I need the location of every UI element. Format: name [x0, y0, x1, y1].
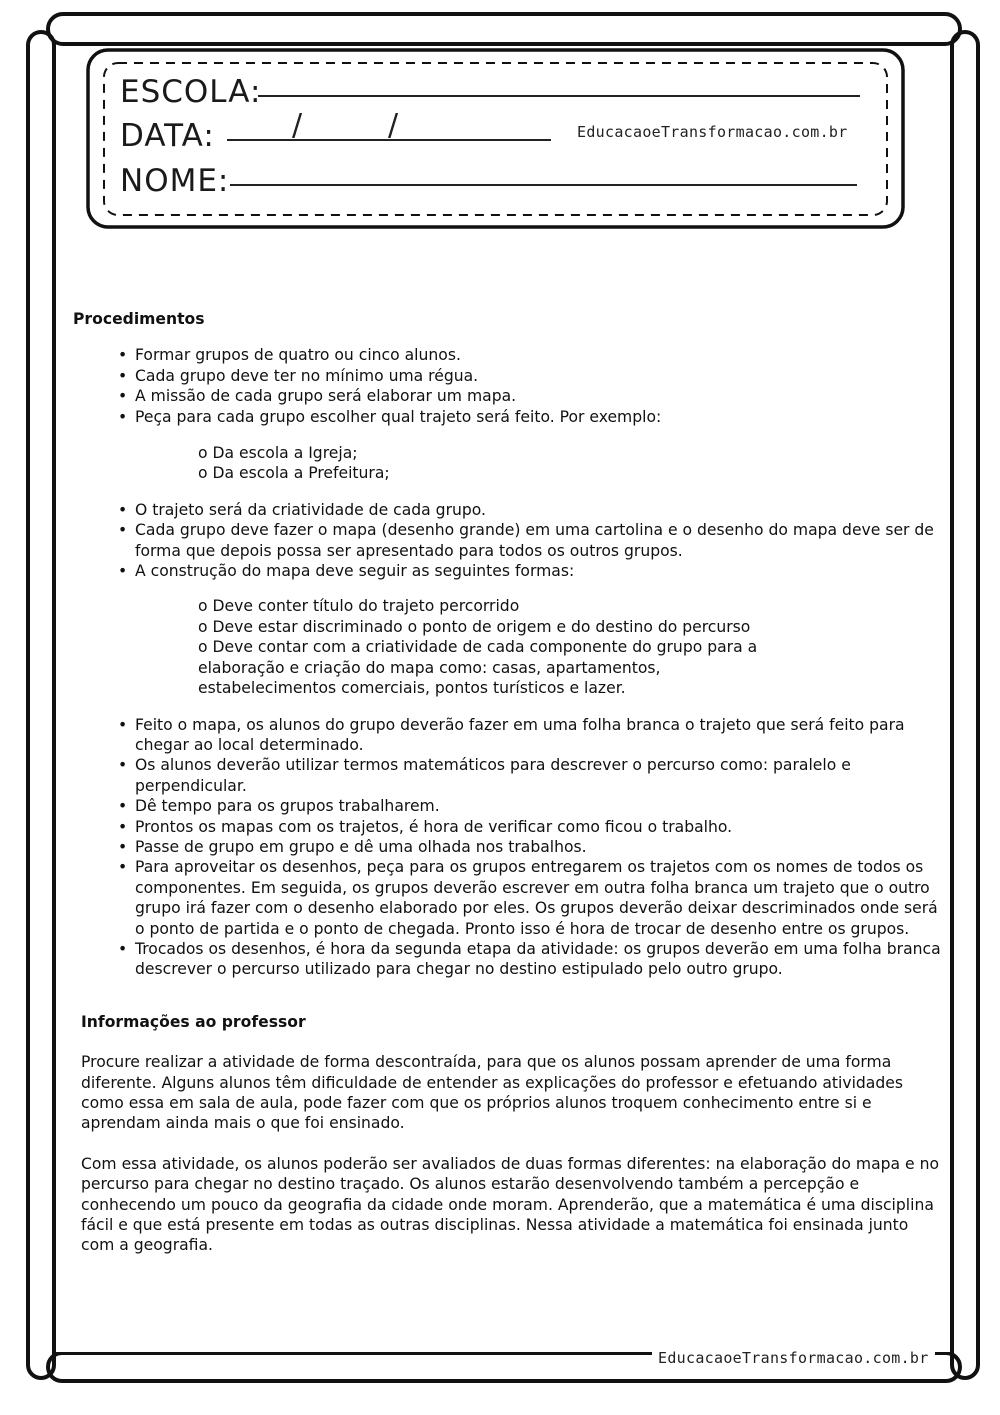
escola-field-line[interactable] — [258, 95, 860, 97]
escola-label: ESCOLA: — [120, 74, 262, 110]
informacoes-paragraph-2: Com essa atividade, os alunos poderão ser avaliados de duas formas diferentes: na elaboração do mapa e no percurso para chegar no destino traçado. Os alunos estarão desenvolvendo também a percepção e conhecendo um pouco da geografia da cidade onde moram. Aprenderão, que a matemática é uma disciplina fácil e que está presente em todas as outras disciplinas. Nessa atividade a matemática foi ensinada junto com a geografia. — [81, 1154, 940, 1255]
list-item: • Trocados os desenhos, é hora da segunda etapa da atividade: os grupos deverão em uma folha branca descrever o percurso utilizado para chegar no destino estipulado pelo outro grupo. — [73, 939, 943, 980]
sub-list-item: o Deve estar discriminado o ponto de origem e do destino do percurso — [198, 617, 751, 636]
data-label: DATA: — [120, 118, 215, 154]
list-item: • Passe de grupo em grupo e dê uma olhada nos trabalhos. — [73, 837, 943, 857]
list-item: • Cada grupo deve ter no mínimo uma régua. — [73, 366, 943, 386]
procedimentos-list-3 — [73, 715, 943, 980]
list-item: • Para aproveitar os desenhos, peça para os grupos entregarem os trajetos com os nomes de todos os componentes. Em seguida, os grupos deverão escrever em outra folha branca um trajeto que o outro grupo irá fazer com o desenho elaborado por eles. Os grupos deverão deixar descriminados onde será o ponto de partida e o ponto de chegada. Pronto isso é hora de trocar de desenho entre os grupos. — [73, 857, 943, 939]
list-item: • Formar grupos de quatro ou cinco alunos. — [73, 345, 943, 365]
informacoes-title: Informações ao professor — [81, 1012, 306, 1031]
list-item: • A construção do mapa deve seguir as seguintes formas: — [73, 561, 943, 581]
procedimentos-title: Procedimentos — [73, 310, 205, 328]
sub-list-item: o Da escola a Igreja; — [198, 444, 358, 463]
list-item: • Os alunos deverão utilizar termos matemáticos para descrever o percurso como: paralelo e perpendicular. — [73, 755, 943, 796]
procedimentos-list-2 — [73, 500, 943, 582]
nome-field-line[interactable] — [230, 184, 857, 186]
list-item: • Feito o mapa, os alunos do grupo deverão fazer em uma folha branca o trajeto que será feito para chegar ao local determinado. — [73, 715, 943, 756]
sub-list-item: o Deve contar com a criatividade de cada componente do grupo para a elaboração e criação do mapa como: casas, apartamentos, estabelecimentos comerciais, pontos turísticos e lazer. — [198, 638, 758, 698]
list-item: • Cada grupo deve fazer o mapa (desenho grande) em uma cartolina e o desenho do mapa deve ser de forma que depois possa ser apresentado para todos os outros grupos. — [73, 520, 943, 561]
site-watermark-bottom: EducacaoeTransformacao.com.br — [658, 1349, 929, 1367]
list-item: • Peça para cada grupo escolher qual trajeto será feito. Por exemplo: — [73, 407, 943, 427]
list-item: • Prontos os mapas com os trajetos, é hora de verificar como ficou o trabalho. — [73, 817, 943, 837]
date-slash-1: / — [292, 108, 303, 143]
list-item: • A missão de cada grupo será elaborar um mapa. — [73, 386, 943, 406]
main-content — [73, 309, 943, 1256]
site-watermark-top: EducacaoeTransformacao.com.br — [577, 123, 848, 141]
sub-list-item: o Deve conter título do trajeto percorrido — [198, 597, 520, 616]
sub-list-item: o Da escola a Prefeitura; — [198, 464, 390, 483]
list-item: • Dê tempo para os grupos trabalharem. — [73, 796, 943, 816]
map-requirements-sublist — [73, 596, 943, 698]
nome-label: NOME: — [120, 163, 230, 199]
informacoes-paragraph-1: Procure realizar a atividade de forma descontraída, para que os alunos possam aprender de uma forma diferente. Alguns alunos têm dificuldade de entender as explicações do professor e efetuando atividades como essa em sala de aula, pode fazer com que os próprios alunos troquem conhecimento entre si e aprendam ainda mais o que foi ensinado. — [81, 1053, 903, 1133]
list-item: • O trajeto será da criatividade de cada grupo. — [73, 500, 943, 520]
date-slash-2: / — [388, 108, 399, 143]
footer-watermark-box — [652, 1348, 935, 1367]
examples-sublist — [73, 443, 943, 484]
procedimentos-list-1 — [73, 345, 943, 427]
